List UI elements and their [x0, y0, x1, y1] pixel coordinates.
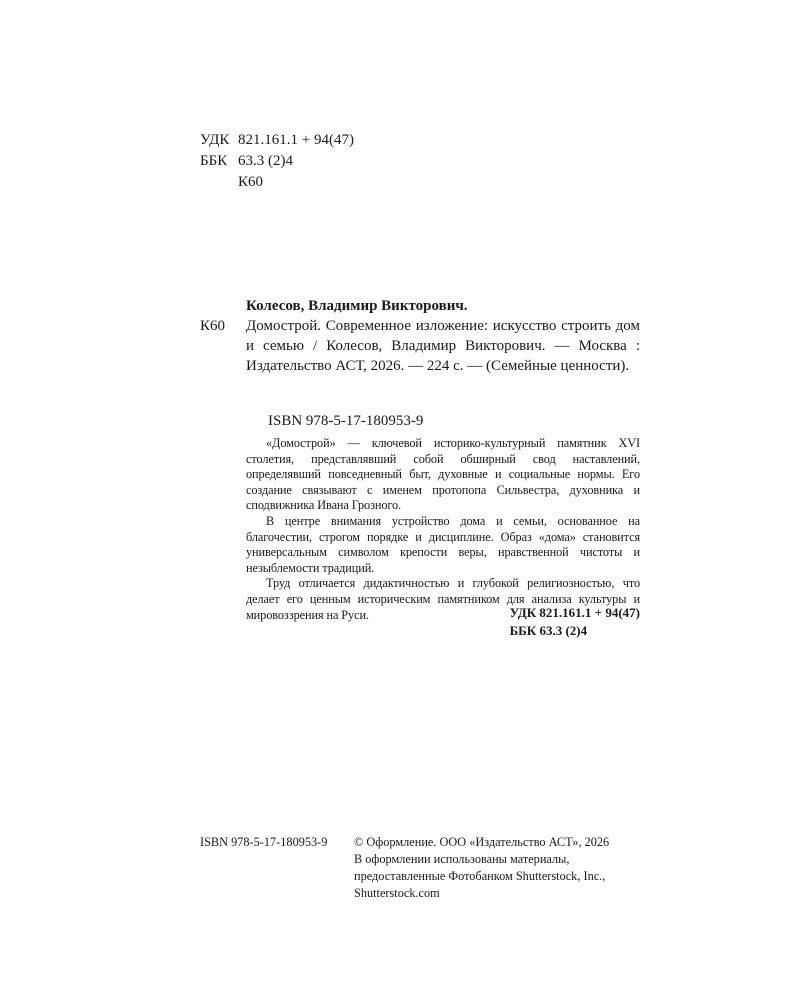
copyright-line: предоставленные Фотобанком Shutterstock, Inc., [354, 869, 606, 883]
bbk-row [200, 151, 354, 172]
bbk-value: 63.3 (2)4 [238, 153, 293, 169]
author-mark-row [200, 172, 354, 193]
annotation-paragraph: «Домострой» — ключевой историко-культурный памятник XVI столетия, представлявший собой обширный свод наставлений, определявший повседневный быт, духовные и социальные нормы. Его создание связывают с именем протопопа Сильвестра, духовника и сподвижника Ивана Грозного. [246, 436, 640, 513]
copyright-line: В оформлении использованы материалы, [354, 852, 570, 866]
author-code: К60 [200, 318, 226, 334]
annotation-paragraph: В центре внимания устройство дома и семьи, основанное на благочестии, строгом порядке и дисциплине. Образ «дома» становится универсальным символом крепости веры, нравственной чистоты и незыблемости традиций. [246, 513, 640, 575]
copyright-notice [354, 834, 654, 902]
bibliographic-description: Домострой. Современное изложение: искусство строить дом и семью / Колесов, Владимир Викторович. — Москва : Издательство АСТ, 2026. — 224 с. — (Семейные ценности). [246, 318, 640, 374]
copyright-line: Shutterstock.com [354, 886, 440, 900]
udk-label: УДК [200, 132, 230, 148]
copyright-line: © Оформление. ООО «Издательство АСТ», 2026 [354, 835, 610, 849]
isbn: ISBN 978-5-17-180953-9 [268, 413, 424, 429]
bbk-summary: ББК 63.3 (2)4 [509, 623, 588, 638]
bbk-label: ББК [200, 153, 228, 169]
udk-value: 821.161.1 + 94(47) [238, 132, 354, 148]
classification-summary [510, 604, 640, 640]
footer-isbn: ISBN 978-5-17-180953-9 [200, 835, 328, 849]
annotation-paragraph: Труд отличается дидактичностью и глубокой религиозностью, что делает его ценным историческим памятником для анализа культуры и мировоззрения на Руси. [246, 576, 640, 622]
author-heading: Колесов, Владимир Викторович. [246, 298, 468, 314]
classification-block [200, 130, 354, 193]
annotation [246, 436, 640, 623]
udk-row [200, 130, 354, 151]
udk-summary: УДК 821.161.1 + 94(47) [509, 605, 640, 620]
author-mark: К60 [238, 174, 264, 190]
